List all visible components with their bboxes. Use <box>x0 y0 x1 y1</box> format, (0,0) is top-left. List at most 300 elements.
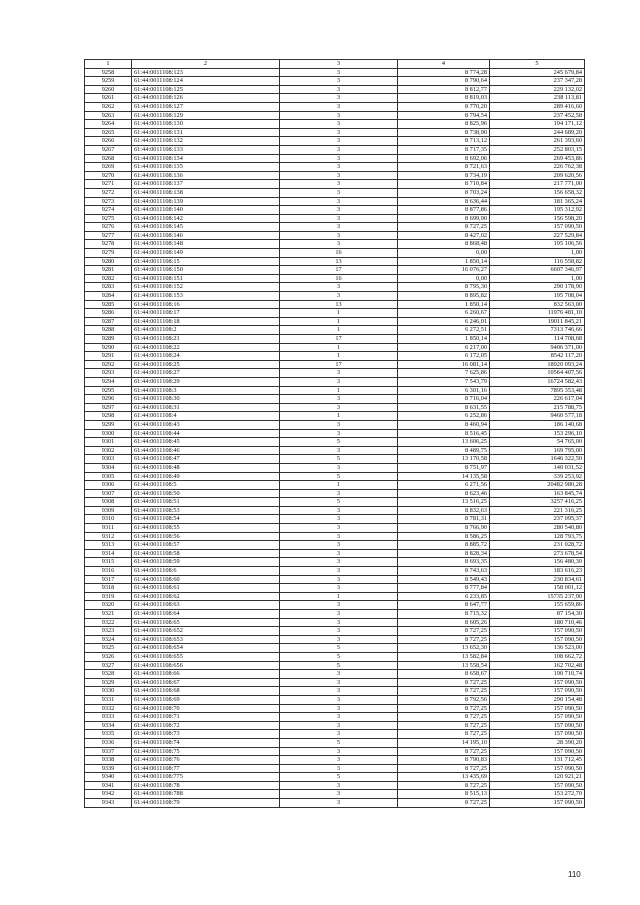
table-cell-col-2: 61:44:0011108:123 <box>132 68 280 77</box>
table-row <box>85 481 585 490</box>
table-row <box>85 713 585 722</box>
table-cell-col-4: 8 692,06 <box>398 154 490 163</box>
table-cell-col-4: 8 727,25 <box>398 704 490 713</box>
table-cell-col-5: 221 316,25 <box>490 506 585 515</box>
table-cell-col-5: 226 762,38 <box>490 163 585 172</box>
table-cell-col-4: 13 516,25 <box>398 498 490 507</box>
table-row <box>85 188 585 197</box>
table-cell-col-4: 8 727,25 <box>398 713 490 722</box>
table-cell-col-5: 19011 845,21 <box>490 317 585 326</box>
table-cell-col-1: 9312 <box>85 532 132 541</box>
table-cell-col-5: 186 140,68 <box>490 420 585 429</box>
table-row <box>85 799 585 808</box>
table-cell-col-5: 1646 322,50 <box>490 455 585 464</box>
table-cell-col-3: 3 <box>280 489 398 498</box>
table-cell-col-5: 155 659,86 <box>490 601 585 610</box>
table-cell-col-5: 136 523,00 <box>490 644 585 653</box>
table-cell-col-3: 1 <box>280 326 398 335</box>
table-cell-col-1: 9322 <box>85 618 132 627</box>
table-cell-col-2: 61:44:0011108:775 <box>132 773 280 782</box>
table-cell-col-4: 8 721,63 <box>398 163 490 172</box>
table-row <box>85 438 585 447</box>
table-cell-col-5: 120 921,21 <box>490 773 585 782</box>
table-cell-col-2: 61:44:0011108:60 <box>132 575 280 584</box>
table-cell-col-3: 13 <box>280 257 398 266</box>
table-cell-col-4: 8 727,25 <box>398 730 490 739</box>
table-cell-col-2: 61:44:0011108:43 <box>132 420 280 429</box>
table-cell-col-2: 61:44:0011108:72 <box>132 721 280 730</box>
table-cell-col-2: 61:44:0011108:58 <box>132 549 280 558</box>
table-cell-col-3: 5 <box>280 644 398 653</box>
table-cell-col-4: 6 172,05 <box>398 352 490 361</box>
table-cell-col-2: 61:44:0011108:48 <box>132 463 280 472</box>
table-cell-col-5: 180 710,46 <box>490 618 585 627</box>
table-cell-col-2: 61:44:0011108:16 <box>132 300 280 309</box>
header-col-2: 2 <box>132 60 280 69</box>
table-cell-col-4: 8 658,67 <box>398 670 490 679</box>
table-cell-col-5: 237 095,37 <box>490 515 585 524</box>
table-cell-col-4: 8 727,25 <box>398 764 490 773</box>
table-cell-col-5: 230 834,61 <box>490 575 585 584</box>
table-cell-col-4: 8 795,30 <box>398 283 490 292</box>
table-row <box>85 498 585 507</box>
table-cell-col-4: 13 435,69 <box>398 773 490 782</box>
table-row <box>85 145 585 154</box>
table-cell-col-2: 61:44:0011108:656 <box>132 661 280 670</box>
table-cell-col-2: 61:44:0011108:150 <box>132 266 280 275</box>
table-cell-col-1: 9258 <box>85 68 132 77</box>
table-cell-col-1: 9301 <box>85 438 132 447</box>
table-cell-col-2: 61:44:0011108:25 <box>132 360 280 369</box>
table-cell-col-2: 61:44:0011108:15 <box>132 257 280 266</box>
table-cell-col-2: 61:44:0011108:29 <box>132 377 280 386</box>
table-cell-col-3: 3 <box>280 627 398 636</box>
table-cell-col-5: 157 090,50 <box>490 764 585 773</box>
table-row <box>85 781 585 790</box>
table-cell-col-2: 61:44:0011108:131 <box>132 128 280 137</box>
table-cell-col-2: 61:44:0011108:54 <box>132 515 280 524</box>
table-cell-col-3: 3 <box>280 799 398 808</box>
table-cell-col-1: 9272 <box>85 188 132 197</box>
table-cell-col-2: 61:44:0011108:66 <box>132 670 280 679</box>
table-cell-col-1: 9279 <box>85 249 132 258</box>
table-cell-col-5: 195 106,56 <box>490 240 585 249</box>
table-cell-col-5: 237 452,58 <box>490 111 585 120</box>
table-cell-col-2: 61:44:0011108:655 <box>132 652 280 661</box>
table-cell-col-2: 61:44:0011108:142 <box>132 214 280 223</box>
table-cell-col-5: 158 001,12 <box>490 584 585 593</box>
table-cell-col-2: 61:44:0011108:27 <box>132 369 280 378</box>
table-cell-col-4: 8 460,94 <box>398 420 490 429</box>
table-row <box>85 369 585 378</box>
table-cell-col-4: 8 727,25 <box>398 747 490 756</box>
table-cell-col-4: 8 868,48 <box>398 240 490 249</box>
table-cell-col-5: 217 771,00 <box>490 180 585 189</box>
table-cell-col-1: 9313 <box>85 541 132 550</box>
table-cell-col-5: 195 312,92 <box>490 206 585 215</box>
table-cell-col-1: 9282 <box>85 274 132 283</box>
table-cell-col-1: 9337 <box>85 747 132 756</box>
table-cell-col-3: 3 <box>280 292 398 301</box>
table-cell-col-4: 8 895,82 <box>398 292 490 301</box>
table-cell-col-4: 8 812,77 <box>398 85 490 94</box>
table-cell-col-1: 9271 <box>85 180 132 189</box>
table-cell-col-3: 3 <box>280 713 398 722</box>
table-cell-col-3: 5 <box>280 498 398 507</box>
table-row <box>85 738 585 747</box>
table-cell-col-4: 8 586,25 <box>398 532 490 541</box>
table-row <box>85 240 585 249</box>
table-row <box>85 558 585 567</box>
table-row <box>85 386 585 395</box>
table-cell-col-2: 61:44:0011108:64 <box>132 610 280 619</box>
table-cell-col-5: 215 788,75 <box>490 403 585 412</box>
table-cell-col-5: 6607 346,97 <box>490 266 585 275</box>
table-row <box>85 214 585 223</box>
table-cell-col-3: 3 <box>280 695 398 704</box>
table-cell-col-2: 61:44:0011108:788 <box>132 790 280 799</box>
table-cell-col-2: 61:44:0011108:124 <box>132 77 280 86</box>
table-cell-col-5: 237 347,28 <box>490 77 585 86</box>
page-number: 110 <box>568 870 581 879</box>
table-cell-col-3: 3 <box>280 283 398 292</box>
table-cell-col-3: 3 <box>280 541 398 550</box>
table-cell-col-1: 9323 <box>85 627 132 636</box>
table-cell-col-1: 9276 <box>85 223 132 232</box>
table-row <box>85 420 585 429</box>
table-cell-col-1: 9306 <box>85 481 132 490</box>
table-cell-col-3: 3 <box>280 68 398 77</box>
table-cell-col-5: 169 795,00 <box>490 446 585 455</box>
table-cell-col-5: 7895 353,48 <box>490 386 585 395</box>
table-cell-col-5: 832 563,00 <box>490 300 585 309</box>
table-cell-col-4: 13 170,58 <box>398 455 490 464</box>
table-cell-col-5: 7313 746,66 <box>490 326 585 335</box>
table-cell-col-3: 3 <box>280 764 398 773</box>
table-cell-col-2: 61:44:0011108:59 <box>132 558 280 567</box>
table-row <box>85 68 585 77</box>
table-cell-col-3: 3 <box>280 678 398 687</box>
table-cell-col-2: 61:44:0011108:46 <box>132 446 280 455</box>
table-row <box>85 352 585 361</box>
table-cell-col-3: 5 <box>280 455 398 464</box>
table-cell-col-2: 61:44:0011108:5 <box>132 481 280 490</box>
table-row <box>85 274 585 283</box>
table-cell-col-5: 269 453,86 <box>490 154 585 163</box>
table-row <box>85 163 585 172</box>
table-cell-col-4: 8 727,25 <box>398 721 490 730</box>
table-row <box>85 670 585 679</box>
table-cell-col-2: 61:44:0011108:69 <box>132 695 280 704</box>
table-cell-col-4: 7 543,79 <box>398 377 490 386</box>
table-cell-col-4: 6 246,01 <box>398 317 490 326</box>
table-row <box>85 764 585 773</box>
table-cell-col-4: 8 631,55 <box>398 403 490 412</box>
table-cell-col-4: 8 636,44 <box>398 197 490 206</box>
table-cell-col-5: 157 090,50 <box>490 747 585 756</box>
table-cell-col-4: 8 774,28 <box>398 68 490 77</box>
table-cell-col-2: 61:44:0011108:53 <box>132 506 280 515</box>
table-cell-col-3: 16 <box>280 249 398 258</box>
table-cell-col-2: 61:44:0011108:18 <box>132 317 280 326</box>
table-cell-col-3: 3 <box>280 567 398 576</box>
table-cell-col-1: 9341 <box>85 781 132 790</box>
table-row <box>85 94 585 103</box>
table-row <box>85 524 585 533</box>
table-cell-col-5: 231 028,72 <box>490 541 585 550</box>
table-cell-col-3: 1 <box>280 352 398 361</box>
table-cell-col-3: 3 <box>280 403 398 412</box>
table-cell-col-5: 140 031,52 <box>490 463 585 472</box>
table-cell-col-4: 8 647,77 <box>398 601 490 610</box>
table-cell-col-4: 14 135,58 <box>398 472 490 481</box>
table-row <box>85 687 585 696</box>
table-cell-col-3: 16 <box>280 274 398 283</box>
table-cell-col-2: 61:44:0011108:148 <box>132 240 280 249</box>
table-cell-col-2: 61:44:0011108:134 <box>132 154 280 163</box>
table-cell-col-1: 9305 <box>85 472 132 481</box>
table-cell-col-3: 3 <box>280 240 398 249</box>
table-cell-col-2: 61:44:0011108:63 <box>132 601 280 610</box>
table-cell-col-4: 16 076,27 <box>398 266 490 275</box>
table-cell-col-3: 3 <box>280 102 398 111</box>
table-cell-col-3: 3 <box>280 429 398 438</box>
table-cell-col-3: 3 <box>280 687 398 696</box>
table-cell-col-4: 8 715,32 <box>398 610 490 619</box>
table-cell-col-2: 61:44:0011108:133 <box>132 145 280 154</box>
table-cell-col-2: 61:44:0011108:125 <box>132 85 280 94</box>
table-cell-col-5: 157 090,50 <box>490 635 585 644</box>
table-cell-col-2: 61:44:0011108:51 <box>132 498 280 507</box>
table-cell-col-5: 128 793,75 <box>490 532 585 541</box>
table-cell-col-2: 61:44:0011108:152 <box>132 283 280 292</box>
table-cell-col-2: 61:44:0011108:136 <box>132 171 280 180</box>
table-cell-col-5: 18920 093,24 <box>490 360 585 369</box>
table-cell-col-3: 3 <box>280 790 398 799</box>
table-cell-col-1: 9314 <box>85 549 132 558</box>
table-cell-col-3: 3 <box>280 601 398 610</box>
table-cell-col-1: 9265 <box>85 128 132 137</box>
table-row <box>85 154 585 163</box>
table-row <box>85 283 585 292</box>
table-cell-col-3: 3 <box>280 515 398 524</box>
table-cell-col-2: 61:44:0011108:47 <box>132 455 280 464</box>
table-cell-col-1: 9315 <box>85 558 132 567</box>
table-cell-col-2: 61:44:0011108:126 <box>132 94 280 103</box>
table-cell-col-1: 9334 <box>85 721 132 730</box>
table-cell-col-5: 157 090,50 <box>490 223 585 232</box>
table-cell-col-3: 3 <box>280 163 398 172</box>
table-cell-col-4: 6 233,85 <box>398 592 490 601</box>
table-cell-col-1: 9325 <box>85 644 132 653</box>
table-row <box>85 180 585 189</box>
table-cell-col-5: 157 090,50 <box>490 704 585 713</box>
table-row <box>85 197 585 206</box>
table-cell-col-5: 194 171,12 <box>490 120 585 129</box>
table-cell-col-3: 3 <box>280 549 398 558</box>
table-cell-col-5: 156 598,20 <box>490 214 585 223</box>
table-cell-col-1: 9319 <box>85 592 132 601</box>
table-cell-col-3: 3 <box>280 111 398 120</box>
table-cell-col-2: 61:44:0011108:67 <box>132 678 280 687</box>
table-cell-col-3: 5 <box>280 738 398 747</box>
table-cell-col-4: 8 792,56 <box>398 695 490 704</box>
table-row <box>85 257 585 266</box>
table-cell-col-5: 195 708,04 <box>490 292 585 301</box>
table-cell-col-1: 9275 <box>85 214 132 223</box>
table-cell-col-5: 280 540,80 <box>490 524 585 533</box>
table-cell-col-1: 9332 <box>85 704 132 713</box>
table-cell-col-1: 9302 <box>85 446 132 455</box>
table-row <box>85 403 585 412</box>
table-cell-col-1: 9333 <box>85 713 132 722</box>
table-cell-col-1: 9289 <box>85 335 132 344</box>
table-cell-col-4: 1 850,14 <box>398 335 490 344</box>
table-cell-col-5: 157 090,50 <box>490 781 585 790</box>
table-cell-col-3: 3 <box>280 420 398 429</box>
table-cell-col-2: 61:44:0011108:70 <box>132 704 280 713</box>
table-row <box>85 360 585 369</box>
table-cell-col-5: 252 803,15 <box>490 145 585 154</box>
table-cell-col-2: 61:44:0011108:78 <box>132 781 280 790</box>
table-cell-col-1: 9267 <box>85 145 132 154</box>
table-cell-col-4: 8 832,63 <box>398 506 490 515</box>
table-cell-col-2: 61:44:0011108:22 <box>132 343 280 352</box>
table-cell-col-2: 61:44:0011108:17 <box>132 309 280 318</box>
table-cell-col-1: 9287 <box>85 317 132 326</box>
table-cell-col-5: 1,00 <box>490 249 585 258</box>
table-cell-col-4: 8 727,25 <box>398 799 490 808</box>
table-cell-col-5: 157 090,50 <box>490 678 585 687</box>
table-cell-col-5: 273 678,54 <box>490 549 585 558</box>
table-cell-col-5: 9460 577,18 <box>490 412 585 421</box>
table-cell-col-3: 3 <box>280 369 398 378</box>
table-cell-col-1: 9317 <box>85 575 132 584</box>
table-cell-col-4: 8 738,90 <box>398 128 490 137</box>
table-cell-col-3: 1 <box>280 317 398 326</box>
table-cell-col-5: 183 616,23 <box>490 567 585 576</box>
table-row <box>85 532 585 541</box>
table-cell-col-3: 3 <box>280 188 398 197</box>
table-cell-col-3: 1 <box>280 343 398 352</box>
table-row <box>85 652 585 661</box>
table-cell-col-2: 61:44:0011108:151 <box>132 274 280 283</box>
table-cell-col-4: 13 582,84 <box>398 652 490 661</box>
table-row <box>85 592 585 601</box>
table-cell-col-5: 16724 582,43 <box>490 377 585 386</box>
table-cell-col-5: 1,00 <box>490 274 585 283</box>
table-cell-col-5: 116 558,82 <box>490 257 585 266</box>
table-cell-col-1: 9299 <box>85 420 132 429</box>
table-cell-col-3: 3 <box>280 206 398 215</box>
table-cell-col-1: 9292 <box>85 360 132 369</box>
table-cell-col-1: 9285 <box>85 300 132 309</box>
table-row <box>85 120 585 129</box>
table-cell-col-1: 9321 <box>85 610 132 619</box>
table-cell-col-5: 289 416,60 <box>490 102 585 111</box>
table-cell-col-1: 9268 <box>85 154 132 163</box>
table-row <box>85 644 585 653</box>
table-cell-col-3: 3 <box>280 180 398 189</box>
table-cell-col-5: 108 662,72 <box>490 652 585 661</box>
table-cell-col-4: 8 794,54 <box>398 111 490 120</box>
table-cell-col-3: 3 <box>280 704 398 713</box>
table-cell-col-1: 9274 <box>85 206 132 215</box>
table-cell-col-5: 238 113,81 <box>490 94 585 103</box>
table-cell-col-3: 3 <box>280 756 398 765</box>
table-cell-col-3: 3 <box>280 584 398 593</box>
table-cell-col-2: 61:44:0011108:21 <box>132 335 280 344</box>
table-row <box>85 567 585 576</box>
table-cell-col-4: 1 850,14 <box>398 257 490 266</box>
table-cell-col-4: 8 693,35 <box>398 558 490 567</box>
table-cell-col-5: 20482 980,28 <box>490 481 585 490</box>
table-row <box>85 249 585 258</box>
table-cell-col-5: 153 296,10 <box>490 429 585 438</box>
table-cell-col-4: 8 727,25 <box>398 223 490 232</box>
table-cell-col-2: 61:44:0011108:79 <box>132 799 280 808</box>
table-row <box>85 730 585 739</box>
table-cell-col-5: 157 090,50 <box>490 730 585 739</box>
table-cell-col-5: 157 090,50 <box>490 687 585 696</box>
table-cell-col-2: 61:44:0011108:130 <box>132 120 280 129</box>
table-cell-col-5: 245 679,84 <box>490 68 585 77</box>
table-cell-col-5: 157 090,50 <box>490 721 585 730</box>
table-cell-col-2: 61:44:0011108:76 <box>132 756 280 765</box>
table-row <box>85 77 585 86</box>
table-cell-col-2: 61:44:0011108:45 <box>132 438 280 447</box>
table-cell-col-1: 9290 <box>85 343 132 352</box>
table-cell-col-3: 3 <box>280 94 398 103</box>
table-row <box>85 678 585 687</box>
table-cell-col-5: 11976 481,10 <box>490 309 585 318</box>
table-row <box>85 610 585 619</box>
table-cell-col-1: 9328 <box>85 670 132 679</box>
table-cell-col-1: 9304 <box>85 463 132 472</box>
table-cell-col-1: 9269 <box>85 163 132 172</box>
table-row <box>85 575 585 584</box>
table-cell-col-4: 8 489,75 <box>398 446 490 455</box>
table-cell-col-3: 5 <box>280 773 398 782</box>
table-cell-col-4: 8 727,25 <box>398 635 490 644</box>
table-cell-col-2: 61:44:0011108:49 <box>132 472 280 481</box>
table-row <box>85 446 585 455</box>
table-cell-col-3: 3 <box>280 85 398 94</box>
table-cell-col-3: 3 <box>280 197 398 206</box>
table-cell-col-1: 9326 <box>85 652 132 661</box>
table-row <box>85 601 585 610</box>
table-cell-col-4: 8 549,43 <box>398 575 490 584</box>
table-cell-col-1: 9307 <box>85 489 132 498</box>
table-cell-col-4: 8 703,24 <box>398 188 490 197</box>
table-cell-col-4: 8 790,83 <box>398 756 490 765</box>
table-row <box>85 266 585 275</box>
table-cell-col-3: 3 <box>280 446 398 455</box>
table-row <box>85 343 585 352</box>
table-cell-col-2: 61:44:0011108:56 <box>132 532 280 541</box>
table-cell-col-2: 61:44:0011108:139 <box>132 197 280 206</box>
table-cell-col-3: 3 <box>280 610 398 619</box>
table-row <box>85 85 585 94</box>
table-row <box>85 326 585 335</box>
table-cell-col-5: 156 658,32 <box>490 188 585 197</box>
table-cell-col-4: 8 777,84 <box>398 584 490 593</box>
table-cell-col-4: 8 727,25 <box>398 781 490 790</box>
table-cell-col-4: 7 625,86 <box>398 369 490 378</box>
table-cell-col-1: 9259 <box>85 77 132 86</box>
table-cell-col-2: 61:44:0011108:24 <box>132 352 280 361</box>
table-cell-col-4: 8 727,25 <box>398 687 490 696</box>
